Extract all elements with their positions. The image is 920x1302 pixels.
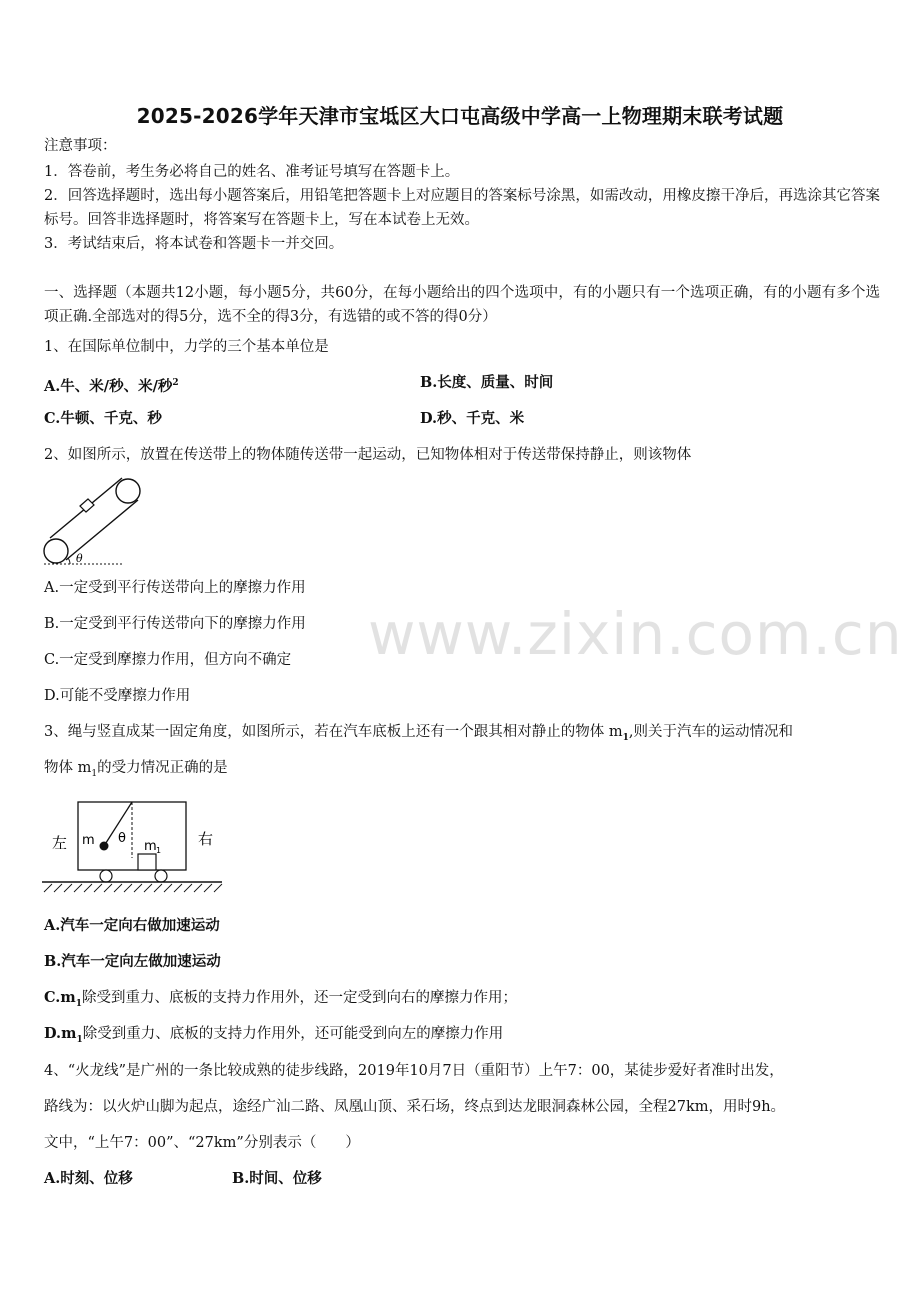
question-3-stem-line-1: [44, 722, 793, 748]
question-3-option-d: [44, 1024, 503, 1050]
question-3-option-a: A.汽车一定向右做加速运动: [44, 917, 220, 934]
stem-text-a: 3、绳与竖直成某一固定角度，如图所示，若在汽车底板上还有一个跟其相对静止的物体 m: [44, 724, 623, 740]
question-4-line-1: 4、“火龙线”是广州的一条比较成熟的徒步线路，2019年10月7日（重阳节）上午7：00，某徒步爱好者准时出发，: [44, 1063, 784, 1079]
stem-text-b: ,则关于汽车的运动情况和: [628, 724, 793, 740]
question-3-option-c: [44, 988, 517, 1014]
theta-label: θ: [76, 552, 83, 565]
note-item-3: 3．考试结束后，将本试卷和答题卡一并交回。: [44, 236, 344, 252]
option-d-prefix: D.m: [44, 1025, 77, 1042]
stem-text-d: 的受力情况正确的是: [97, 760, 228, 776]
option-c-text: 除受到重力、底板的支持力作用外，还一定受到向右的摩擦力作用；: [81, 990, 517, 1006]
question-2-stem: 2、如图所示，放置在传送带上的物体随传送带一起运动，已知物体相对于传送带保持静止，则该物体: [44, 447, 692, 463]
question-1-stem: 1、在国际单位制中，力学的三个基本单位是: [44, 339, 329, 355]
page-title: 2025-2026学年天津市宝坻区大口屯高级中学高一上物理期末联考试题: [136, 104, 784, 128]
watermark: www.zixin.com.cn: [368, 600, 903, 668]
mass-m1-subscript: 1: [156, 846, 162, 855]
stem-subscript-2: 1: [91, 768, 98, 779]
question-2-option-b: B.一定受到平行传送带向下的摩擦力作用: [44, 616, 306, 632]
question-1-option-b: B.长度、质量、时间: [420, 374, 554, 391]
question-4-option-a: A.时刻、位移: [44, 1170, 133, 1187]
note-item-2: 2．回答选择题时，选出每小题答案后，用铅笔把答题卡上对应题目的答案标号涂黑，如需改动，用橡皮擦干净后，再选涂其它答案标号。回答非选择题时，将答案写在答题卡上，写在本试卷上无效。: [44, 188, 880, 228]
question-4-line-3: 文中，“上午7：00”、“27km”分别表示（ ）: [44, 1135, 360, 1151]
left-label: 左: [52, 834, 68, 852]
option-c-prefix: C.m: [44, 989, 76, 1006]
question-3-option-b: B.汽车一定向左做加速运动: [44, 953, 221, 970]
angle-theta-label: θ: [118, 831, 126, 846]
note-item-1: 1．答卷前，考生务必将自己的姓名、准考证号填写在答题卡上。: [44, 164, 460, 180]
stem-subscript: 1: [622, 732, 629, 743]
right-label: 右: [198, 830, 214, 848]
option-a-text: A.牛、米/秒、米/秒: [44, 377, 173, 395]
question-1-option-d: D.秒、千克、米: [420, 410, 525, 427]
question-3-stem-line-2: [44, 758, 228, 784]
section-heading: 一、选择题（本题共12小题，每小题5分，共60分，在每小题给出的四个选项中，有的小题只有一个选项正确，有的小题有多个选项正确.全部选对的得5分，选不全的得3分，有选错的或不答的得0分）: [44, 285, 880, 325]
option-d-text: 除受到重力、底板的支持力作用外，还可能受到向左的摩擦力作用: [82, 1026, 504, 1042]
question-2-option-d: D.可能不受摩擦力作用: [44, 688, 191, 704]
option-a-superscript: 2: [172, 378, 179, 388]
question-4-line-2: 路线为：以火炉山脚为起点，途经广汕二路、凤凰山顶、采石场，终点到达龙眼洞森林公园，全程27km，用时9h。: [44, 1099, 786, 1115]
question-4-option-b: B.时间、位移: [232, 1170, 322, 1187]
car-figure: [40, 796, 230, 898]
question-1-option-a: [44, 373, 179, 397]
question-1-option-c: C.牛顿、千克、秒: [44, 410, 162, 427]
stem-text-c: 物体 m: [44, 760, 92, 776]
mass-m1-label: m: [144, 839, 157, 854]
question-2-option-a: A.一定受到平行传送带向上的摩擦力作用: [44, 580, 306, 596]
option-c-subscript: 1: [75, 998, 82, 1009]
conveyor-belt-figure: [40, 474, 150, 568]
option-d-subscript: 1: [76, 1034, 83, 1045]
notes-heading: 注意事项：: [44, 138, 117, 154]
mass-m-label: m: [82, 833, 95, 848]
question-2-option-c: C.一定受到摩擦力作用，但方向不确定: [44, 652, 292, 668]
